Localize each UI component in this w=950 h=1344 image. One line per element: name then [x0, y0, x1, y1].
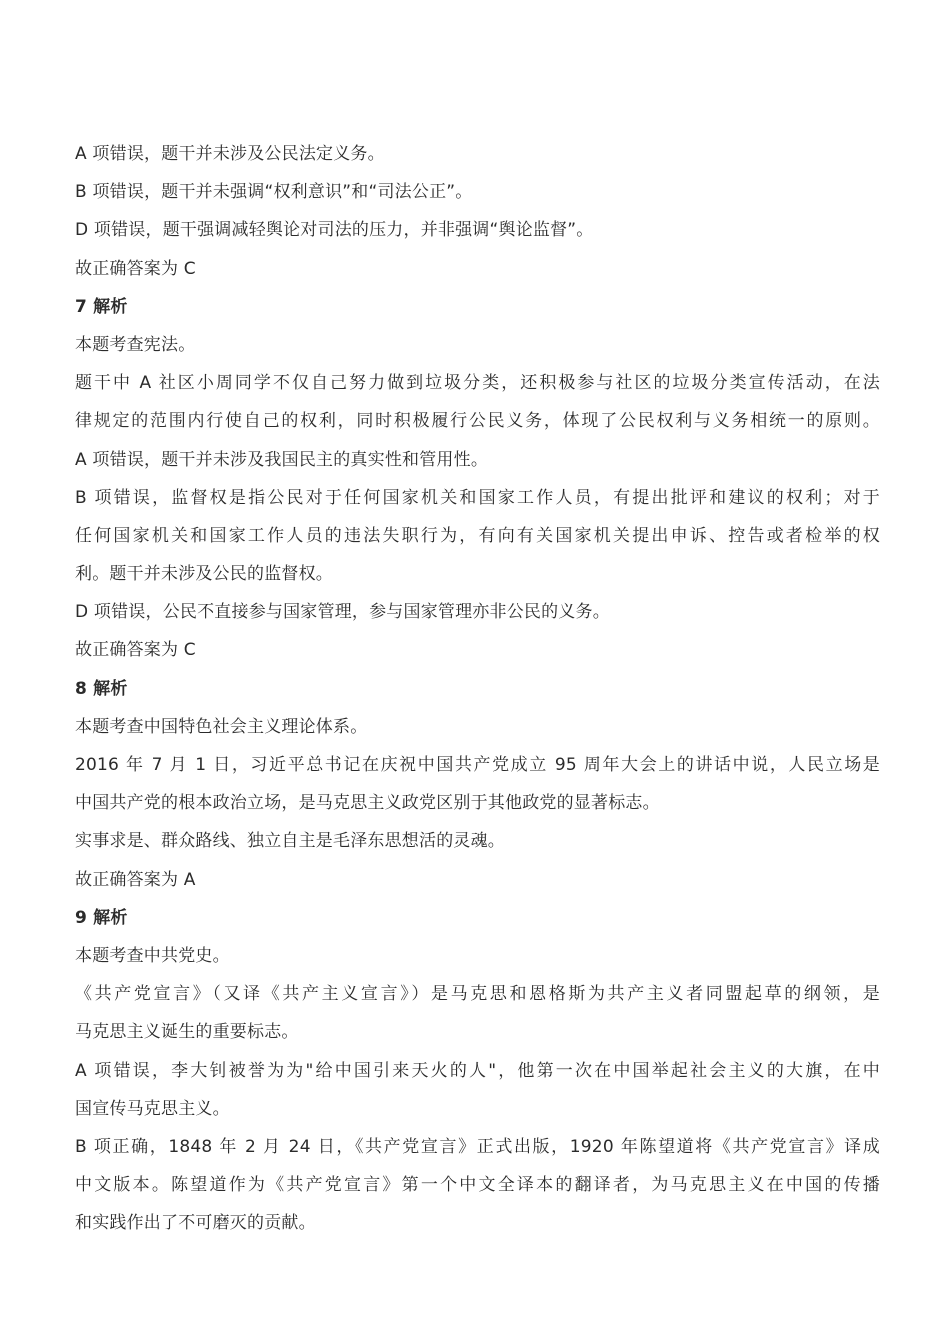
topic-line: 本题考查宪法。 [75, 334, 196, 355]
document-body [75, 135, 880, 1242]
text-line: 马克思主义诞生的重要标志。 [75, 1022, 299, 1043]
section-heading-8: 8 解析 [75, 678, 128, 699]
text-line: 中国共产党的根本政治立场，是马克思主义政党区别于其他政党的显著标志。 [75, 793, 660, 814]
text-line: 实事求是、群众路线、独立自主是毛泽东思想活的灵魂。 [75, 831, 505, 852]
text-line: 和实践作出了不可磨灭的贡献。 [75, 1213, 316, 1234]
text-line: 国宣传马克思主义。 [75, 1098, 230, 1119]
text-line: A 项错误，题干并未涉及公民法定义务。 [75, 144, 385, 164]
answer-line: 故正确答案为 C [75, 258, 196, 279]
text-line: A 项错误，题干并未涉及我国民主的真实性和管用性。 [75, 449, 489, 470]
text-line: 《共产党宣言》（又译《共产主义宣言》）是马克思和恩格斯为共产主义者同盟起草的纲领，是 [75, 984, 880, 1005]
text-line: D 项错误，公民不直接参与国家管理，参与国家管理亦非公民的义务。 [75, 602, 610, 623]
text-line: B 项错误，监督权是指公民对于任何国家机关和国家工作人员，有提出批评和建议的权利；对于 [75, 487, 880, 508]
answer-line: 故正确答案为 A [75, 869, 196, 890]
text-line: A 项错误，李大钊被誉为为"给中国引来天火的人"，他第一次在中国举起社会主义的大旗，在中 [75, 1060, 880, 1081]
section-heading-9: 9 解析 [75, 907, 128, 928]
text-line: B 项错误，题干并未强调“权利意识”和“司法公正”。 [75, 182, 473, 203]
section-heading-7: 7 解析 [75, 296, 128, 317]
text-line: B 项正确，1848 年 2 月 24 日，《共产党宣言》正式出版，1920 年陈望道将《共产党宣言》译成 [75, 1136, 880, 1157]
text-line: 利。题干并未涉及公民的监督权。 [75, 564, 333, 585]
text-line: 中文版本。陈望道作为《共产党宣言》第一个中文全译本的翻译者，为马克思主义在中国的传播 [75, 1175, 880, 1196]
text-line: D 项错误，题干强调减轻舆论对司法的压力，并非强调“舆论监督”。 [75, 220, 594, 241]
text-line: 题干中 A 社区小周同学不仅自己努力做到垃圾分类，还积极参与社区的垃圾分类宣传活动，在法 [75, 373, 880, 394]
text-line: 2016 年 7 月 1 日，习近平总书记在庆祝中国共产党成立 95 周年大会上的讲话中说，人民立场是 [75, 755, 880, 775]
text-line: 律规定的范围内行使自己的权利，同时积极履行公民义务，体现了公民权利与义务相统一的原则。 [75, 411, 880, 432]
topic-line: 本题考查中国特色社会主义理论体系。 [75, 716, 368, 737]
text-line: 任何国家机关和国家工作人员的违法失职行为，有向有关国家机关提出申诉、控告或者检举的权 [75, 525, 880, 546]
answer-line: 故正确答案为 C [75, 640, 196, 661]
topic-line: 本题考查中共党史。 [75, 945, 230, 966]
